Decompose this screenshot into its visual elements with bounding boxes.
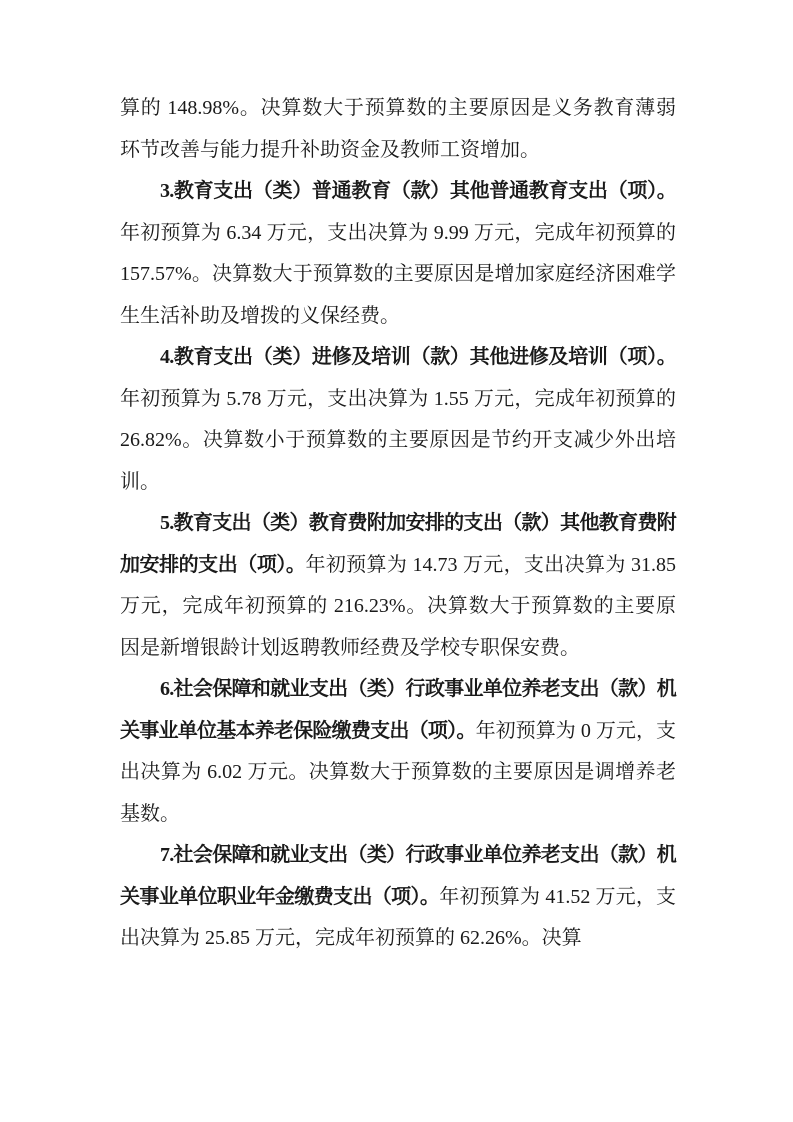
paragraph-text: 年初预算为 41.52 万元，支出决算为 25.85 万元，完成年初预算的 62.26%。决算 bbox=[120, 885, 676, 949]
paragraph-item-7 bbox=[120, 835, 676, 960]
paragraph-item-5 bbox=[120, 503, 676, 669]
paragraph-continuation bbox=[120, 88, 676, 171]
paragraph-heading: 4.教育支出（类）进修及培训（款）其他进修及培训（项）。 bbox=[160, 346, 676, 368]
paragraph-item-3 bbox=[120, 171, 676, 337]
paragraph-heading: 5.教育支出（类）教育费附加安排的支出（款）其他教育费附加安排的支出（项）。 bbox=[120, 512, 676, 576]
paragraph-item-4 bbox=[120, 337, 676, 503]
paragraph-heading: 6.社会保障和就业支出（类）行政事业单位养老支出（款）机关事业单位基本养老保险缴费支出（项）。 bbox=[120, 678, 676, 742]
document-text-block bbox=[120, 88, 676, 960]
paragraph-text: 年初预算为 0 万元，支出决算为 6.02 万元。决算数大于预算数的主要原因是调增养老基数。 bbox=[120, 719, 676, 825]
paragraph-heading: 3.教育支出（类）普通教育（款）其他普通教育支出（项）。 bbox=[160, 180, 676, 202]
paragraph-heading: 7.社会保障和就业支出（类）行政事业单位养老支出（款）机关事业单位职业年金缴费支出（项）。 bbox=[120, 844, 676, 908]
paragraph-text: 年初预算为 5.78 万元，支出决算为 1.55 万元，完成年初预算的 26.82%。决算数小于预算数的主要原因是节约开支减少外出培训。 bbox=[120, 387, 676, 493]
paragraph-text: 年初预算为 14.73 万元，支出决算为 31.85 万元，完成年初预算的 216.23%。决算数大于预算数的主要原因是新增银龄计划返聘教师经费及学校专职保安费。 bbox=[120, 553, 677, 659]
paragraph-item-6 bbox=[120, 669, 676, 835]
paragraph-text: 算的 148.98%。决算数大于预算数的主要原因是义务教育薄弱环节改善与能力提升补助资金及教师工资增加。 bbox=[120, 97, 676, 161]
paragraph-text: 年初预算为 6.34 万元，支出决算为 9.99 万元，完成年初预算的 157.57%。决算数大于预算数的主要原因是增加家庭经济困难学生生活补助及增拨的义保经费。 bbox=[120, 221, 676, 327]
